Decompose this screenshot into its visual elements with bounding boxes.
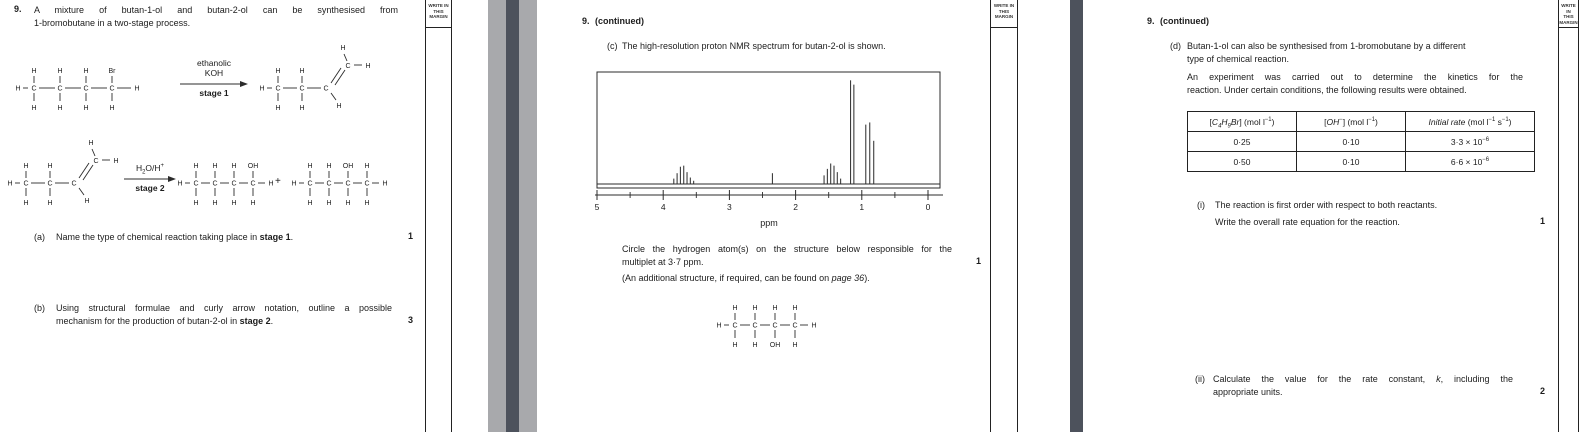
svg-text:H: H — [732, 305, 738, 312]
svg-text:H: H — [88, 140, 94, 147]
part-ii-text — [1213, 373, 1513, 399]
svg-text:H: H — [345, 200, 351, 207]
col-header-initial-rate: Initial rate (mol $l^{-1}$ $s^{-1}$) — [1406, 112, 1535, 132]
svg-text:H: H — [212, 163, 218, 170]
margin-note-line: MARGIN — [429, 14, 448, 19]
part-i-label: (i) — [1197, 200, 1205, 210]
svg-text:C: C — [23, 180, 29, 188]
cell-oh-2: 0·10 — [1297, 152, 1406, 172]
svg-text:H: H — [231, 163, 237, 170]
page-3 — [1083, 0, 1581, 432]
svg-text:H: H — [811, 322, 817, 330]
continued-label: (continued) — [1160, 16, 1209, 26]
structure-1-bromobutane — [12, 60, 146, 118]
svg-text:C: C — [772, 322, 778, 330]
svg-text:H: H — [340, 45, 346, 52]
margin-note-line: WRITE IN — [1561, 3, 1576, 14]
part-b-text — [56, 302, 392, 328]
svg-text:C: C — [57, 85, 63, 93]
intro-line-1: A mixture of butan-1-ol and butan-2-ol can be synthesised from — [34, 5, 398, 15]
table-header-row — [1188, 112, 1535, 132]
structure-butan-2-ol — [288, 155, 394, 213]
kinetics-table-wrap — [1187, 111, 1535, 172]
svg-text:OH: OH — [247, 163, 259, 170]
svg-text:H: H — [134, 85, 140, 93]
svg-text:H: H — [326, 200, 332, 207]
part-b-label: (b) — [34, 303, 45, 313]
svg-text:C: C — [299, 85, 305, 93]
question-intro — [34, 4, 398, 30]
structure-butan-2-ol-for-circling — [713, 297, 823, 355]
svg-text:H: H — [364, 200, 370, 207]
svg-text:0: 0 — [925, 202, 931, 212]
svg-text:H: H — [364, 163, 370, 170]
svg-text:H: H — [307, 200, 313, 207]
svg-text:H: H — [23, 200, 29, 207]
write-in-margin-note — [991, 0, 1017, 28]
svg-text:H: H — [792, 342, 798, 349]
kinetics-table — [1187, 111, 1535, 172]
svg-text:H: H — [47, 200, 53, 207]
part-b-line-2: mechanism for the production of butan-2-ol in stage 2. — [56, 316, 274, 326]
part-c-text: The high-resolution proton NMR spectrum for butan-2-ol is shown. — [622, 41, 886, 51]
question-number: 9. — [14, 4, 22, 14]
write-in-margin-column — [425, 0, 452, 432]
cell-rate-1: $3\cdot 3 \times 10^{-6}$ — [1406, 132, 1535, 152]
part-a-mark: 1 — [407, 231, 413, 241]
svg-text:H: H — [382, 180, 388, 188]
additional-structure-note: (An additional structure, if required, can be found on page 36). — [622, 273, 870, 283]
part-c-label: (c) — [607, 41, 618, 51]
svg-text:C: C — [31, 85, 37, 93]
svg-text:C: C — [326, 180, 332, 188]
part-d-experiment-text — [1187, 71, 1523, 97]
svg-text:3: 3 — [727, 202, 732, 212]
svg-text:H: H — [83, 68, 89, 75]
svg-text:H: H — [792, 305, 798, 312]
svg-text:C: C — [364, 180, 370, 188]
part-i-line-1: The reaction is first order with respect to both reactants. — [1215, 200, 1438, 210]
circle-instruction — [622, 243, 952, 269]
part-ii-line-2: appropriate units. — [1213, 387, 1283, 397]
experiment-line-2: reaction. Under certain conditions, the following results were obtained. — [1187, 85, 1467, 95]
write-in-margin-column — [1558, 0, 1579, 432]
part-i-mark: 1 — [1539, 216, 1545, 226]
reaction-arrow-stage-1 — [178, 58, 250, 98]
table-row — [1188, 152, 1535, 172]
svg-text:C: C — [47, 180, 53, 188]
svg-text:C: C — [212, 180, 218, 188]
svg-text:H: H — [259, 85, 265, 93]
part-i-text — [1215, 199, 1525, 229]
circle-line-2: multiplet at 3·7 ppm. — [622, 257, 704, 267]
svg-text:H: H — [47, 163, 53, 170]
svg-text:H: H — [326, 163, 332, 170]
svg-text:H: H — [83, 105, 89, 112]
svg-text:C: C — [250, 180, 256, 188]
page-gutter-1-dark-strip — [506, 0, 519, 432]
part-ii-line-1: Calculate the value for the rate constant, k, including the — [1213, 374, 1513, 384]
svg-text:H: H — [275, 105, 281, 112]
svg-text:H: H — [716, 322, 722, 330]
stage-2-label: stage 2 — [135, 183, 165, 193]
svg-text:H: H — [57, 68, 63, 75]
plus-sign: + — [275, 176, 281, 187]
experiment-line-1: An experiment was carried out to determine the kinetics for the — [1187, 72, 1523, 82]
svg-text:C: C — [345, 63, 351, 70]
arrow-label-h2o-h+: $H_2O/H^+$ — [135, 163, 165, 176]
structure-butan-1-ol — [174, 155, 280, 213]
svg-text:H: H — [84, 198, 90, 205]
svg-text:C: C — [345, 180, 351, 188]
svg-text:C: C — [792, 322, 798, 330]
part-ii-mark: 2 — [1539, 386, 1545, 396]
structure-but-1-ene-2 — [4, 139, 124, 211]
svg-text:ppm: ppm — [760, 218, 778, 228]
part-a-label: (a) — [34, 232, 45, 242]
svg-text:H: H — [212, 200, 218, 207]
cell-c4h9br-1: 0·25 — [1188, 132, 1297, 152]
svg-text:H: H — [299, 68, 305, 75]
svg-text:H: H — [732, 342, 738, 349]
part-d-line-2: type of chemical reaction. — [1187, 54, 1290, 64]
part-c-mark: 1 — [975, 256, 981, 266]
circle-line-1: Circle the hydrogen atom(s) on the structure below responsible for the — [622, 244, 952, 254]
write-in-margin-note — [1559, 0, 1578, 28]
svg-text:OH: OH — [769, 342, 781, 349]
svg-text:1: 1 — [859, 202, 865, 212]
svg-text:H: H — [307, 163, 313, 170]
margin-note-line: THIS — [998, 8, 1010, 14]
part-d-label: (d) — [1170, 41, 1181, 51]
svg-text:C: C — [193, 180, 199, 188]
svg-text:H: H — [772, 305, 778, 312]
svg-text:H: H — [177, 180, 183, 188]
arrow-icon — [124, 175, 176, 183]
svg-text:H: H — [299, 105, 305, 112]
reaction-arrow-stage-2 — [122, 163, 178, 193]
col-header-oh: [OH−] (mol $l^{-1}$) — [1297, 112, 1406, 132]
svg-text:C: C — [71, 180, 77, 188]
svg-text:H: H — [291, 180, 297, 188]
write-in-margin-note — [426, 0, 451, 28]
write-in-margin-column — [990, 0, 1018, 432]
svg-text:H: H — [268, 180, 274, 188]
svg-text:H: H — [193, 163, 199, 170]
margin-note-line: THIS — [433, 8, 444, 14]
svg-text:C: C — [752, 322, 758, 330]
margin-note-line: THIS — [1563, 14, 1574, 19]
page-1 — [0, 0, 488, 432]
svg-text:5: 5 — [595, 202, 600, 212]
continued-label: (continued) — [595, 16, 644, 26]
nmr-spectrum-chart — [595, 70, 947, 230]
cell-oh-1: 0·10 — [1297, 132, 1406, 152]
part-b-line-1: Using structural formulae and curly arrow notation, outline a possible — [56, 303, 392, 313]
svg-text:H: H — [365, 63, 371, 70]
margin-note-line: MARGIN — [1559, 19, 1578, 25]
svg-text:H: H — [275, 68, 281, 75]
part-i-line-2: Write the overall rate equation for the reaction. — [1215, 217, 1400, 227]
arrow-icon — [180, 80, 248, 88]
page-gutter-2 — [1070, 0, 1083, 432]
cell-c4h9br-2: 0·50 — [1188, 152, 1297, 172]
intro-line-2: 1-bromobutane in a two-stage process. — [34, 18, 191, 28]
svg-text:C: C — [83, 85, 89, 93]
part-a-text: Name the type of chemical reaction taking place in stage 1. — [56, 232, 294, 242]
svg-text:C: C — [275, 85, 281, 93]
arrow-label-ethanolic: ethanolic — [196, 58, 232, 68]
cell-rate-2: $6\cdot 6 \times 10^{-6}$ — [1406, 152, 1535, 172]
part-b-mark: 3 — [407, 315, 413, 325]
svg-text:H: H — [250, 200, 256, 207]
svg-text:H: H — [231, 200, 237, 207]
question-number: 9. — [582, 16, 590, 26]
svg-text:H: H — [23, 163, 29, 170]
svg-text:H: H — [31, 105, 37, 112]
svg-text:H: H — [752, 305, 758, 312]
svg-text:2: 2 — [793, 202, 798, 212]
structure-but-1-ene — [256, 44, 376, 116]
part-ii-label: (ii) — [1195, 374, 1205, 384]
question-number: 9. — [1147, 16, 1155, 26]
svg-text:H: H — [109, 105, 115, 112]
svg-text:C: C — [93, 158, 99, 165]
svg-text:H: H — [193, 200, 199, 207]
svg-text:Br: Br — [108, 68, 116, 75]
svg-text:H: H — [113, 158, 119, 165]
svg-text:H: H — [15, 85, 21, 93]
svg-text:H: H — [336, 103, 342, 110]
margin-note-line: MARGIN — [994, 14, 1014, 19]
stage-1-label: stage 1 — [199, 88, 229, 98]
svg-text:C: C — [109, 85, 115, 93]
part-d-line-1: Butan-1-ol can also be synthesised from 1-bromobutane by a different — [1187, 41, 1466, 51]
svg-text:H: H — [31, 68, 37, 75]
svg-text:OH: OH — [342, 163, 354, 170]
page-gutter-1 — [488, 0, 537, 432]
svg-text:C: C — [307, 180, 313, 188]
svg-text:4: 4 — [660, 202, 666, 212]
svg-text:H: H — [752, 342, 758, 349]
svg-text:H: H — [57, 105, 63, 112]
margin-note-line: WRITE IN — [993, 3, 1015, 8]
col-header-c4h9br: $[C_4H_9Br]$ (mol $l^{-1}$) — [1188, 112, 1297, 132]
margin-note-line: WRITE IN — [428, 3, 449, 8]
page-2 — [537, 0, 1070, 432]
table-row — [1188, 132, 1535, 152]
arrow-label-koh: KOH — [204, 68, 224, 78]
svg-text:C: C — [323, 85, 329, 93]
svg-text:C: C — [732, 322, 738, 330]
svg-text:C: C — [231, 180, 237, 188]
part-d-text — [1187, 40, 1523, 66]
svg-text:H: H — [7, 180, 13, 188]
